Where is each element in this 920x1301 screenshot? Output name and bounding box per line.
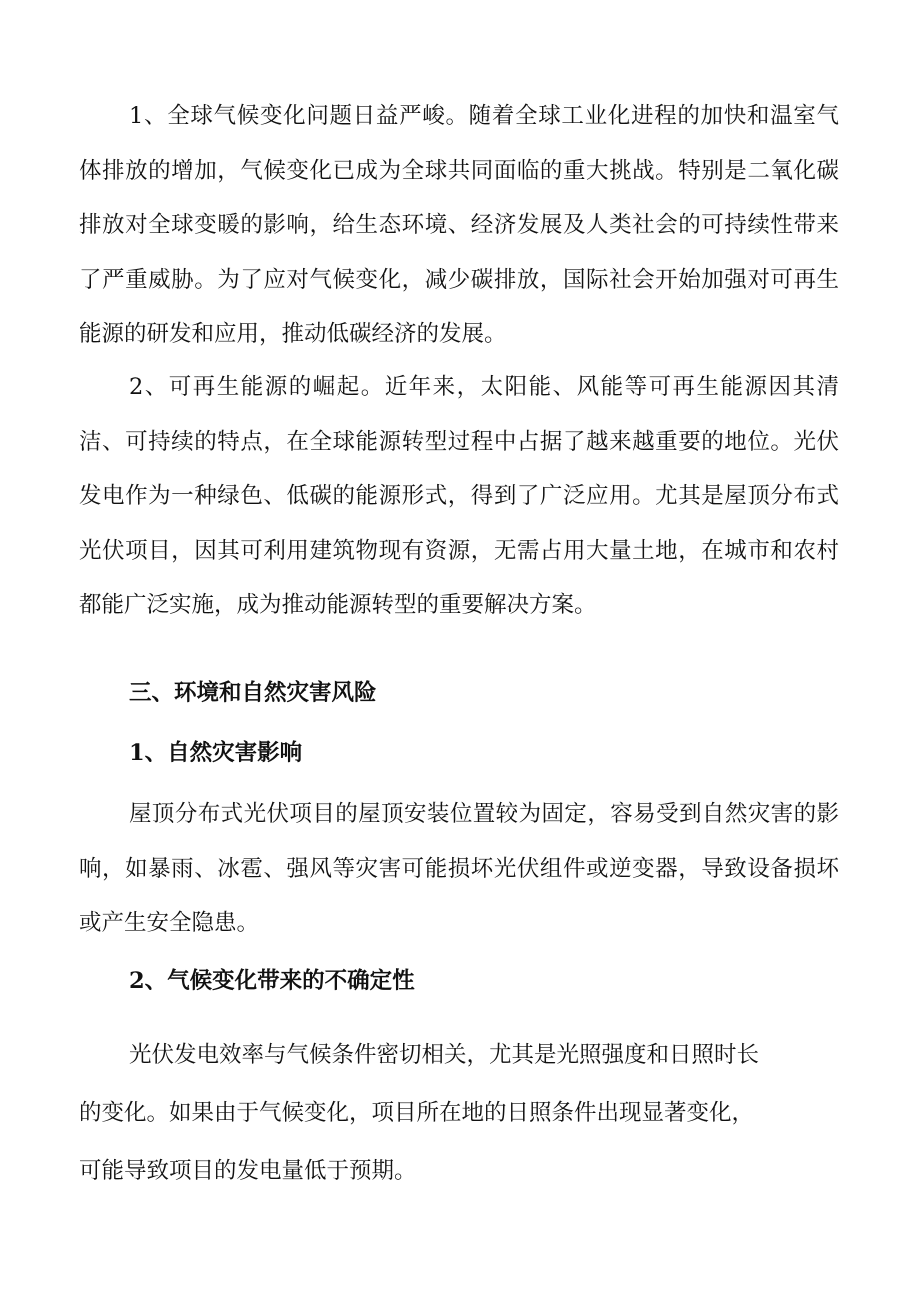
paragraph-natural-disaster: 屋顶分布式光伏项目的屋顶安装位置较为固定，容易受到自然灾害的影响，如暴雨、冰雹、强风等灾害可能损坏光伏组件或逆变器，导致设备损坏或产生安全隐患。 [79, 801, 839, 936]
subheading-natural-disaster-impact: 1、自然灾害影响 [129, 740, 303, 766]
paragraph-climate-line-2: 的变化。如果由于气候变化，项目所在地的日照条件出现显著变化， [79, 1100, 755, 1126]
paragraph-global-climate-change: 1、全球气候变化问题日益严峻。随着全球工业化进程的加快和温室气体排放的增加，气候变化已成为全球共同面临的重大挑战。特别是二氧化碳排放对全球变暖的影响，给生态环境、经济发展及人类社会的可持续性带来了严重威胁。为了应对气候变化，减少碳排放，国际社会开始加强对可再生能源的研发和应用，推动低碳经济的发展。 [79, 103, 839, 347]
section-heading-environment-risk: 三、环境和自然灾害风险 [129, 680, 377, 706]
paragraph-climate-line-1: 光伏发电效率与气候条件密切相关，尤其是光照强度和日照时长 [129, 1042, 760, 1068]
paragraph-climate-line-3: 可能导致项目的发电量低于预期。 [79, 1158, 417, 1184]
subheading-climate-uncertainty: 2、气候变化带来的不确定性 [129, 968, 415, 994]
paragraph-renewable-energy-rise: 2、可再生能源的崛起。近年来，太阳能、风能等可再生能源因其清洁、可持续的特点，在全球能源转型过程中占据了越来越重要的地位。光伏发电作为一种绿色、低碳的能源形式，得到了广泛应用。尤其是屋顶分布式光伏项目，因其可利用建筑物现有资源，无需占用大量土地，在城市和农村都能广泛实施，成为推动能源转型的重要解决方案。 [79, 374, 839, 618]
